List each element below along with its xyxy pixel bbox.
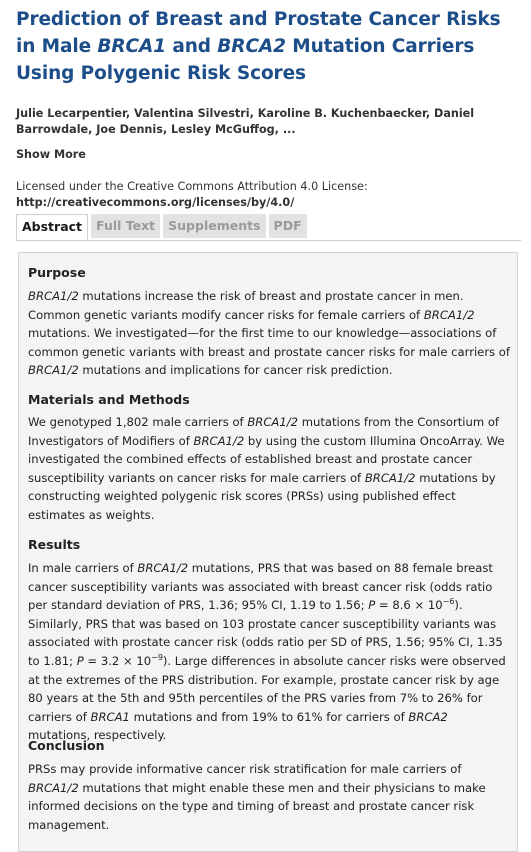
results-span: In male carriers of [28, 561, 138, 575]
results-span: ). Similarly, PRS that was based on 103 prostate cancer susceptibility variants was associated with prostate cancer risk (odds ratio per SD of PRS, 1.56; 95% CI, 1.35 to 1.81; [28, 598, 503, 668]
tab-abstract[interactable]: Abstract [16, 214, 88, 240]
purpose-heading: Purpose [28, 265, 86, 280]
conclusion-heading: Conclusion [28, 738, 105, 753]
gene-term: BRCA1/2 [423, 307, 475, 322]
methods-span: by using the custom Illumina OncoArray. We investigated the combined effects of established breast and prostate cancer susceptibility variants on cancer risks for male carriers of [28, 433, 505, 485]
conclusion-text [28, 760, 510, 834]
exponent: −9 [151, 653, 163, 663]
results-span: mutations, respectively. [28, 728, 167, 743]
gene-term: BRCA1/2 [137, 561, 189, 575]
p-value-symbol: P [76, 653, 84, 668]
tab-pdf[interactable]: PDF [269, 214, 307, 238]
gene-term: BRCA1 [90, 709, 130, 724]
results-heading: Results [28, 537, 81, 552]
conclusion-span: PRSs may provide informative cancer risk stratification for male carriers of [28, 762, 462, 776]
results-span: mutations, PRS that was based on 88 female breast cancer susceptibility variants was associated with breast cancer risk (odds ratio per standard deviation of PRS, 1.36; 95% CI, 1.19 to 1.56; [28, 561, 493, 613]
title-text-3: Mutation Carriers Using Polygenic Risk Scores [16, 36, 475, 84]
tab-full-text[interactable]: Full Text [91, 214, 160, 238]
gene-term: BRCA1/2 [28, 780, 79, 795]
title-text-2: and [166, 36, 218, 57]
results-text [28, 559, 510, 745]
tab-supplements[interactable]: Supplements [163, 214, 265, 238]
title-gene-brca2: BRCA2 [217, 36, 286, 57]
results-span: = 8.6 × 10 [375, 598, 443, 613]
license-text: Licensed under the Creative Commons Attribution 4.0 License: [16, 180, 368, 193]
methods-span: mutations from the Consortium of Investigators of Modifiers of [28, 415, 500, 448]
title-gene-brca1: BRCA1 [97, 36, 167, 57]
methods-span: We genotyped 1,802 male carriers of [28, 415, 248, 429]
author-list: Julie Lecarpentier, Valentina Silvestri, Karoline B. Kuchenbaecker, Daniel Barrowdale, Joe Dennis, Lesley McGuffog, ... [16, 107, 475, 136]
results-span: ). Large differences in absolute cancer risks were observed at the extremes of the PRS distribution. For example, prostate cancer risk by age 80 years at the 5th and 95th percentiles of the PRS varies from 7% to 26% for carriers of [28, 653, 506, 724]
p-value-symbol: P [368, 598, 376, 613]
article-title [16, 6, 521, 87]
gene-term: BRCA1/2 [247, 415, 299, 429]
methods-text [28, 413, 510, 525]
purpose-span: mutations. We investigated—for the first time to our knowledge—associations of common genetic variants with breast and prostate cancer risks for male carriers of [28, 326, 510, 359]
tab-divider [16, 240, 521, 241]
results-span: = 3.2 × 10 [83, 653, 152, 668]
gene-term: BRCA1/2 [193, 433, 245, 448]
exponent: −6 [442, 597, 455, 607]
methods-heading: Materials and Methods [28, 392, 190, 407]
purpose-span: mutations increase the risk of breast and prostate cancer in men. Common genetic variants modify cancer risks for female carriers of [28, 289, 464, 322]
purpose-text [28, 287, 510, 380]
gene-term: BRCA1/2 [28, 363, 79, 378]
results-span: mutations and from 19% to 61% for carriers of [129, 709, 409, 724]
article-tabs [16, 214, 307, 239]
title-text-1: Prediction of Breast and Prostate Cancer Risks in Male [16, 9, 501, 57]
conclusion-span: mutations that might enable these men and their physicians to make informed decisions on the type and timing of breast and prostate cancer risk management. [28, 780, 486, 832]
gene-term: BRCA2 [408, 709, 448, 724]
license-link[interactable]: http://creativecommons.org/licenses/by/4.0/ [16, 196, 295, 209]
license-statement [16, 179, 521, 211]
show-more-link[interactable]: Show More [16, 148, 86, 161]
purpose-span: mutations and implications for cancer risk prediction. [78, 363, 393, 378]
gene-term: BRCA1/2 [28, 289, 79, 303]
methods-span: mutations by constructing weighted polygenic risk scores (PRSs) using published effect estimates as weights. [28, 470, 496, 522]
gene-term: BRCA1/2 [364, 470, 416, 485]
